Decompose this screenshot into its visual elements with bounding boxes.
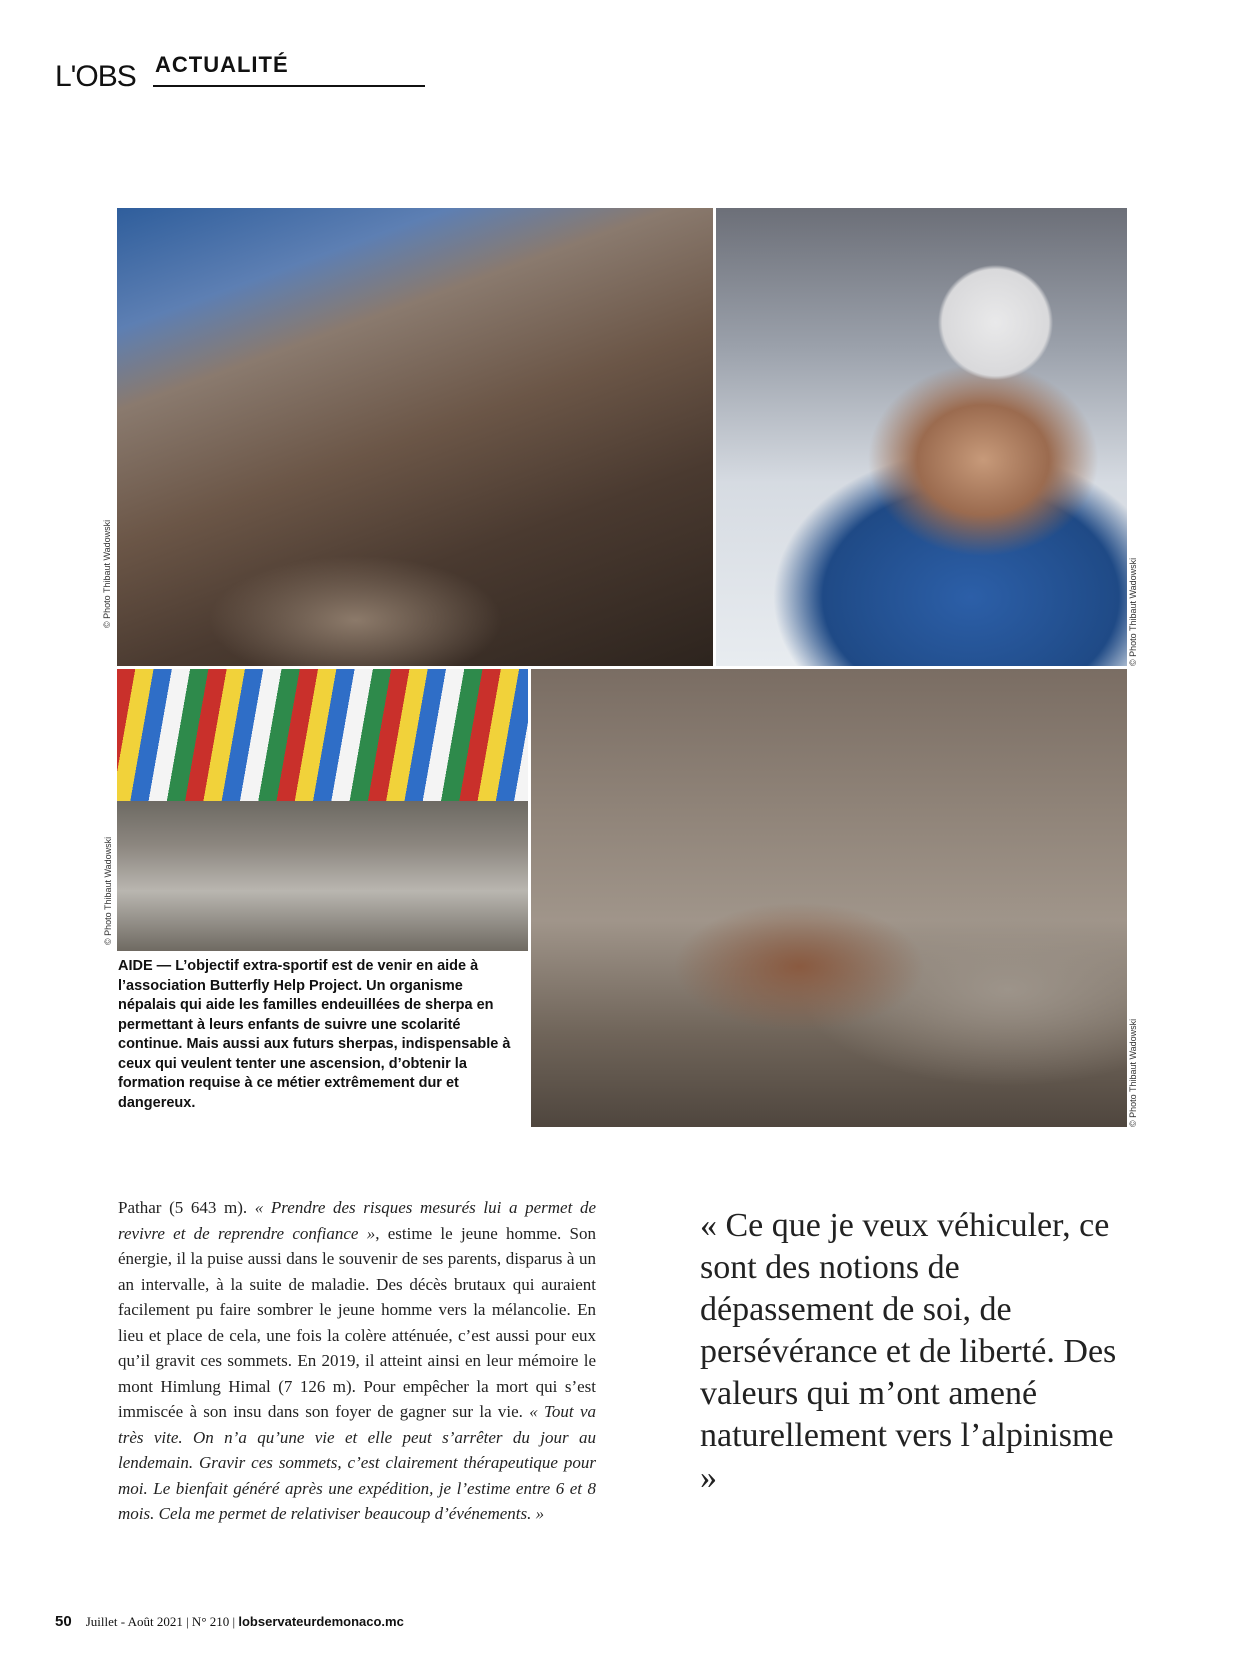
website-link[interactable]: lobservateurdemonaco.mc [238,1614,404,1629]
body-quote-1: « Prendre des risques mesurés lui a permet de revivre et de reprendre confiance » [118,1198,596,1243]
page-footer [55,1613,404,1630]
photo-credit-3: © Photo Thibaut Wadowski [103,836,113,945]
photo-caption [118,957,518,1113]
masthead [55,52,375,92]
body-start: Pathar (5 643 m). [118,1198,255,1217]
page-number: 50 [55,1613,72,1630]
section-title: ACTUALITÉ [155,52,289,77]
magazine-logo: L'OBS [55,60,136,93]
caption-lead: AIDE — [118,958,176,974]
photo-credit-4: © Photo Thibaut Wadowski [1128,1018,1138,1127]
base-camp-ground [117,801,528,951]
caption-text: L’objectif extra-sportif est de venir en aide à l’association Butterfly Help Project. Un organisme népalais qui aide les familles endeuillées de sherpa en permettant à leurs enfants de suivre une scolarité continue. Mais aussi aux futurs sherpas, indispensable à ceux qui veulent tenter une ascension, d’obtenir la formation requise à ce métier extrêmement dur et dangereux. [118,958,511,1111]
masthead-rule [153,85,425,87]
article-body [118,1195,596,1527]
body-quote-2: « Tout va très vite. On n’a qu’une vie et elle peut s’arrêter du jour au lendemain. Gravir ces sommets, c’est clairement thérapeutique pour moi. Le bienfait généré après une expédition, je l’estime entre 6 et 8 mois. Cela me permet de relativiser beaucoup d’événements. » [118,1402,596,1523]
photo-stupas [531,669,1127,1127]
photo-climber-selfie [716,208,1127,666]
body-middle: , estime le jeune homme. Son énergie, il la puise aussi dans le souvenir de ses parents, disparus à un an intervalle, à la suite de maladie. Des décès brutaux qui auraient facilement pu faire sombrer le jeune homme vers la mélancolie. En lieu et place de cela, une fois la colère atténuée, c’est aussi pour eux qu’il gravit ces sommets. En 2019, il atteint ainsi en leur mémoire le mont Himlung Himal (7 126 m). Pour empêcher la mort qui s’est immiscée à son insu dans son foyer de gagner sur la vie. [118,1223,596,1421]
photo-prayer-flags [117,669,528,951]
photo-trekkers [117,208,713,666]
issue-info: Juillet - Août 2021 | N° 210 | [85,1614,239,1629]
photo-credit-2: © Photo Thibaut Wadowski [1128,557,1138,666]
pull-quote: « Ce que je veux véhiculer, ce sont des notions de dépassement de soi, de persévérance et de liberté. Des valeurs qui m’ont amené naturellement vers l’alpinisme » [700,1207,1117,1496]
photo-credit-1: © Photo Thibaut Wadowski [102,519,112,628]
